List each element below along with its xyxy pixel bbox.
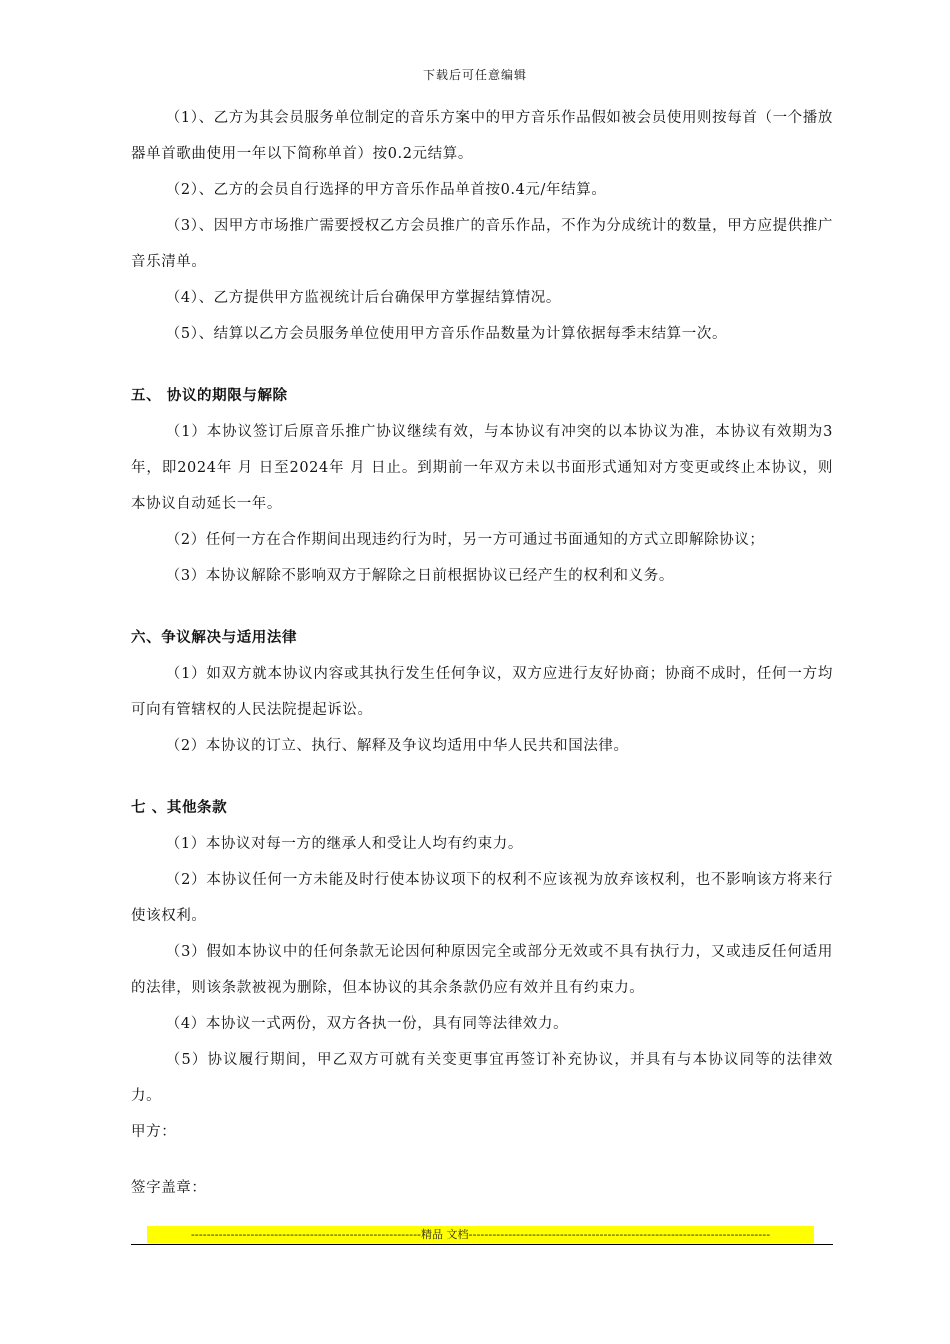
clause-4-3: （3）、因甲方市场推广需要授权乙方会员推广的音乐作品，不作为分成统计的数量，甲方应提供推广音乐清单。 [131,218,833,270]
clause-7-3: （3）假如本协议中的任何条款无论因何种原因完全或部分无效或不具有执行力，又或违反任何适用的法律，则该条款被视为删除，但本协议的其余条款仍应有效并且有约束力。 [131,944,833,996]
signature-gap [131,1150,833,1170]
footer-rule [131,1244,833,1245]
document-body [131,100,833,1206]
header-note: 下载后可任意编辑 [422,68,527,82]
clause-6-2: （2）本协议的订立、执行、解释及争议均适用中华人民共和国法律。 [165,738,629,754]
clause-7-1: （1）本协议对每一方的继承人和受让人均有约束力。 [165,836,523,852]
clause-4-2: （2）、乙方的会员自行选择的甲方音乐作品单首按0.4元/年结算。 [165,182,607,198]
clause-6-1: （1）如双方就本协议内容或其执行发生任何争议，双方应进行友好协商；协商不成时，任何一方均可向有管辖权的人民法院提起诉讼。 [131,666,833,718]
footer-banner: ----------------------------------------------------------精品 文档---------------------------------------------------------------------------- [147,1226,814,1243]
section-six [131,620,833,764]
clause-4-4: （4）、乙方提供甲方监视统计后台确保甲方掌握结算情况。 [165,290,561,306]
section-gap [131,594,833,620]
clause-7-2: （2）本协议任何一方未能及时行使本协议项下的权利不应该视为放弃该权利，也不影响该方将来行使该权利。 [131,872,833,924]
sign-seal-label: 签字盖章： [131,1180,207,1196]
clause-7-5: （5）协议履行期间，甲乙双方可就有关变更事宜再签订补充协议，并具有与本协议同等的法律效力。 [131,1052,833,1104]
section-seven [131,790,833,1114]
clause-5-1: （1）本协议签订后原音乐推广协议继续有效，与本协议有冲突的以本协议为准，本协议有效期为3年，即2024年 月 日至2024年 月 日止。到期前一年双方未以书面形式通知对方变更或终止本协议，则本协议自动延长一年。 [131,424,833,512]
section-five [131,378,833,594]
signature-block [131,1114,833,1206]
clause-4-1: （1）、乙方为其会员服务单位制定的音乐方案中的甲方音乐作品假如被会员使用则按每首（一个播放器单首歌曲使用一年以下简称单首）按0.2元结算。 [131,110,833,162]
section-six-heading: 六、争议解决与适用法律 [131,630,298,646]
section-four-list [131,100,833,352]
clause-5-2: （2）任何一方在合作期间出现违约行为时，另一方可通过书面通知的方式立即解除协议； [165,532,765,548]
clause-4-5: （5）、结算以乙方会员服务单位使用甲方音乐作品数量为计算依据每季末结算一次。 [165,326,728,342]
section-five-heading: 五、 协议的期限与解除 [131,388,288,404]
section-gap [131,764,833,790]
section-seven-heading: 七 、其他条款 [131,800,228,816]
clause-5-3: （3）本协议解除不影响双方于解除之日前根据协议已经产生的权利和义务。 [165,568,674,584]
section-gap [131,352,833,378]
clause-7-4: （4）本协议一式两份，双方各执一份，具有同等法律效力。 [165,1016,569,1032]
party-a-label: 甲方： [131,1124,177,1140]
